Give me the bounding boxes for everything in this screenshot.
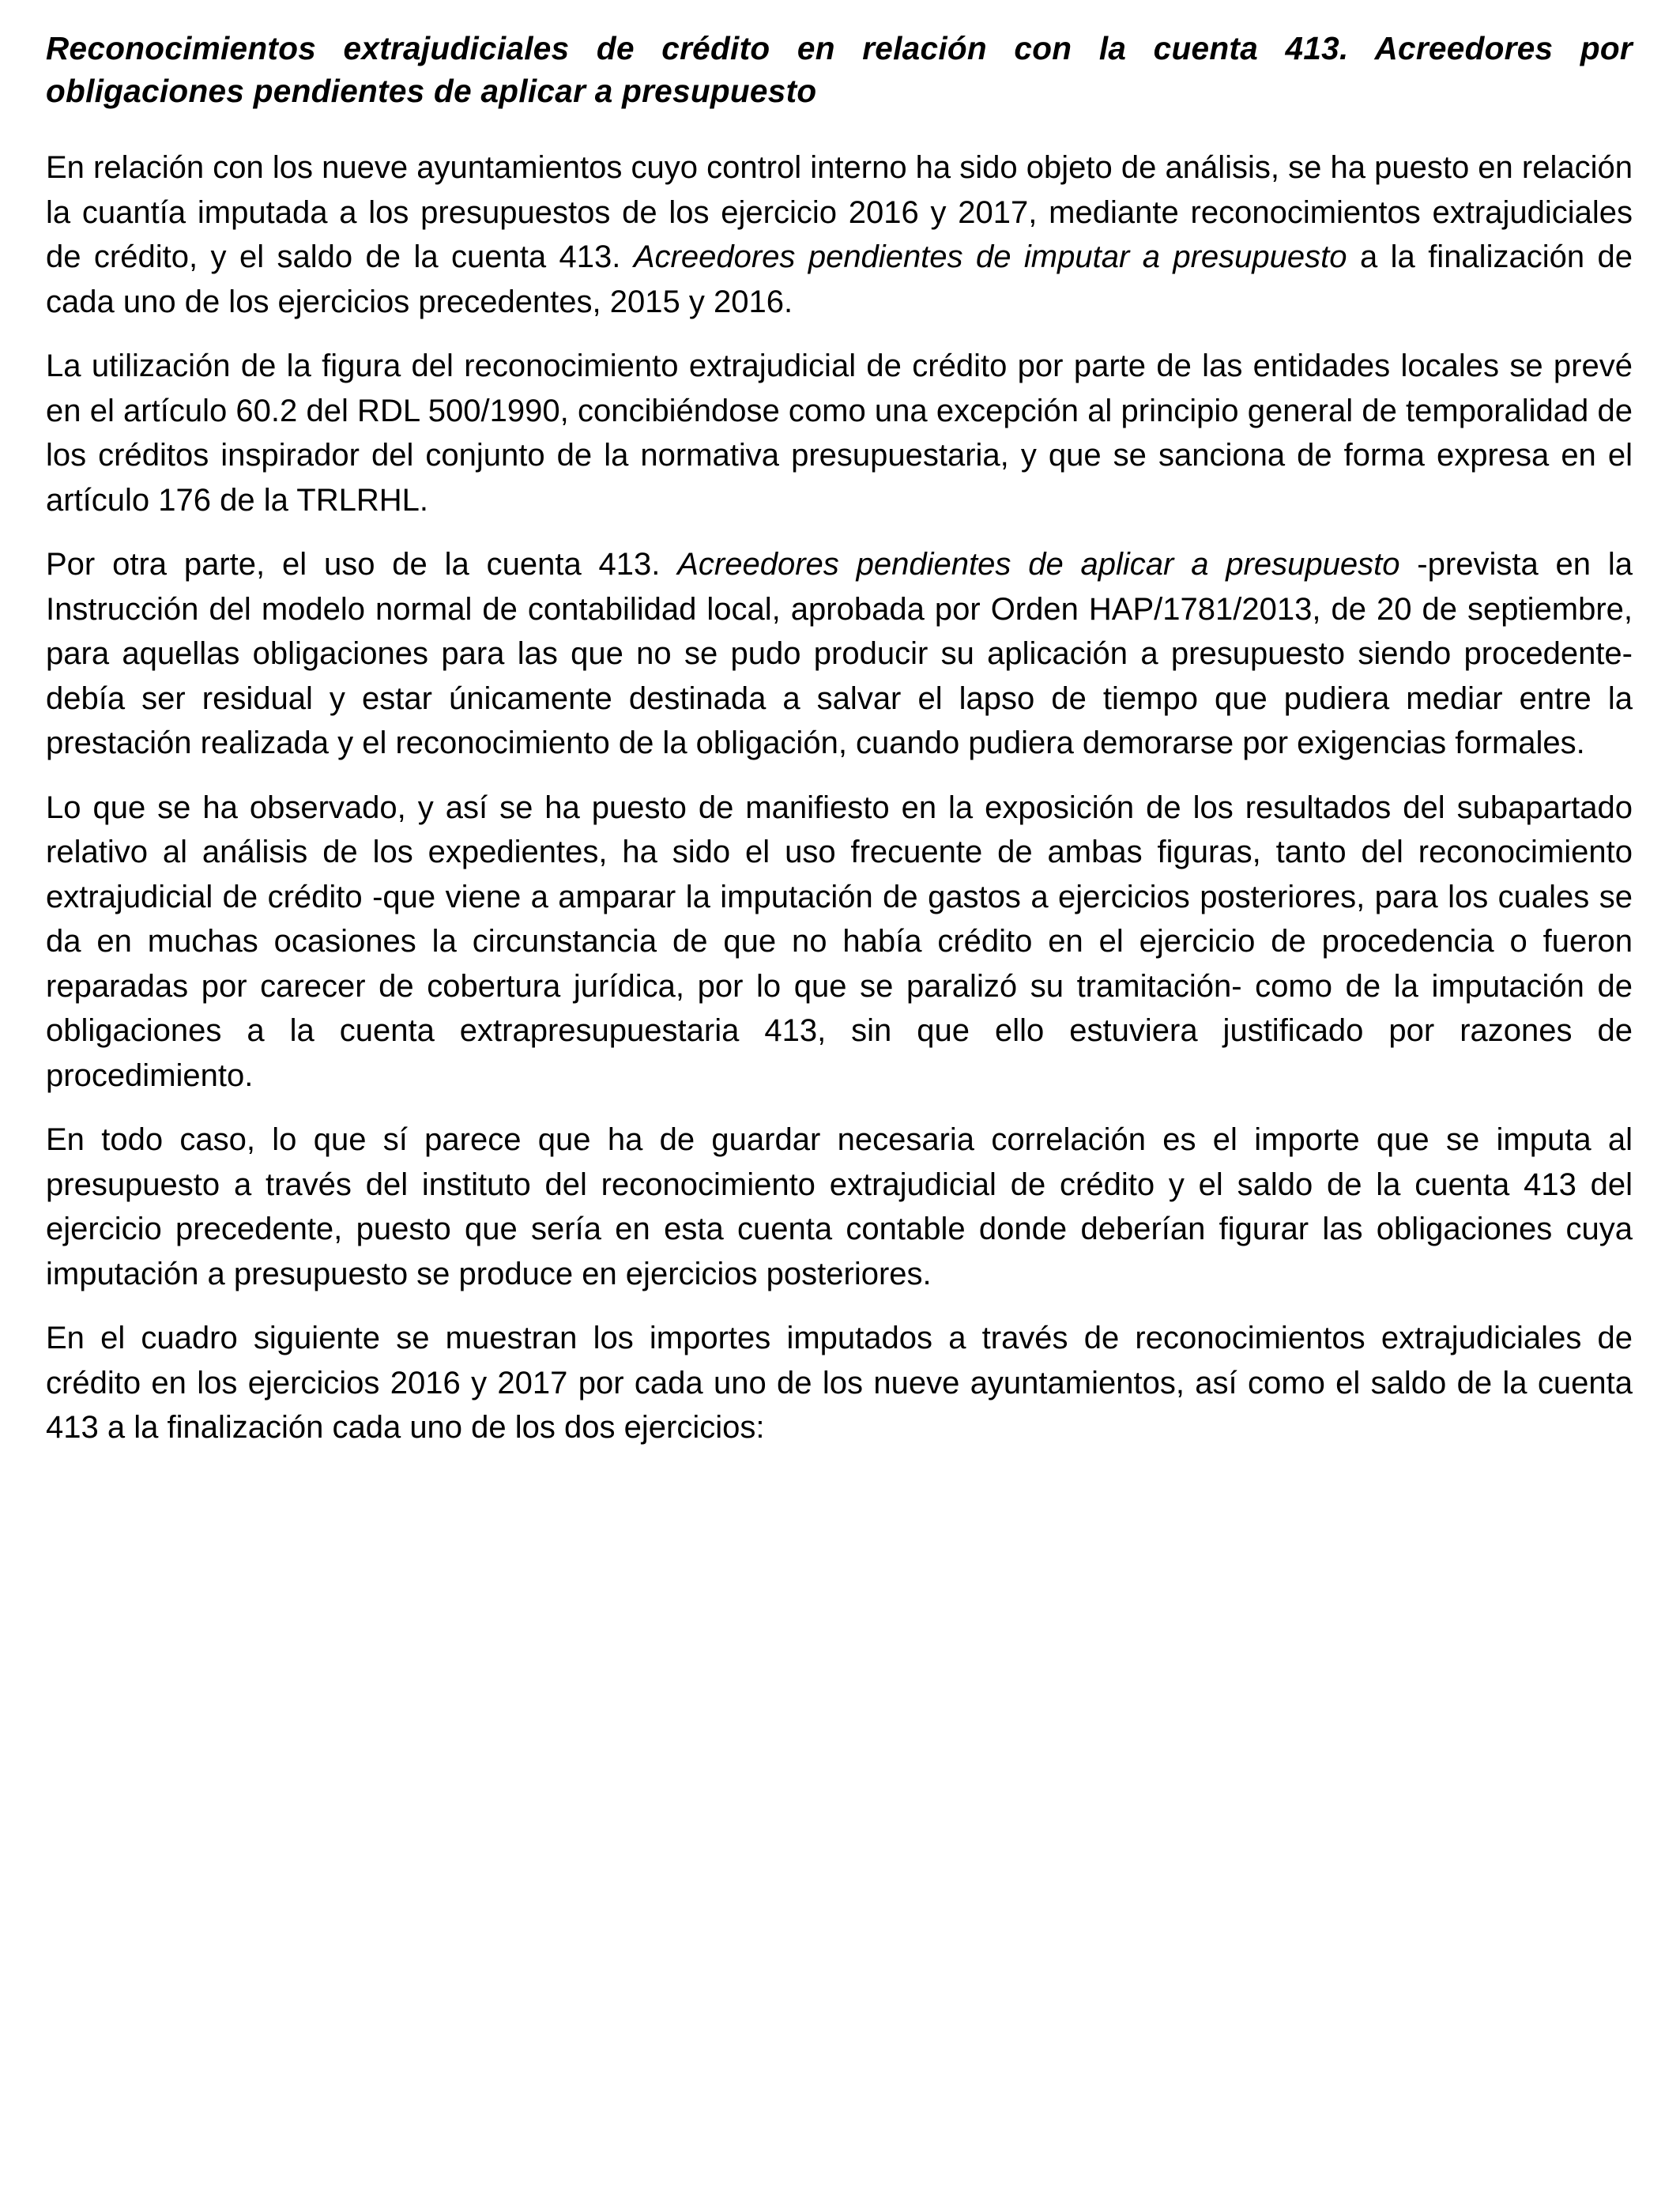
document-page xyxy=(46,27,1633,1470)
paragraph-3-text-c: -prevista en la Instrucción del modelo normal de contabilidad local, aprobada por Orden HAP/1781/2013, de 20 de septiembre, para aquellas obligaciones para las que no se pudo producir su aplicación a presupuesto siendo procedente- debía ser residual y estar únicamente destinada a salvar el lapso de tiempo que pudiera mediar entre la prestación realizada y el reconocimiento de la obligación, cuando pudiera demorarse por exigencias formales. xyxy=(46,547,1633,760)
paragraph-3-text-a: Por otra parte, el uso de la cuenta 413. xyxy=(46,547,678,582)
paragraph-3 xyxy=(46,542,1633,766)
section-heading: Reconocimientos extrajudiciales de crédito en relación con la cuenta 413. Acreedores por obligaciones pendientes de aplicar a presupuesto xyxy=(46,30,1633,109)
paragraph-4: Lo que se ha observado, y así se ha puesto de manifiesto en la exposición de los resultados del subapartado relativo al análisis de los expedientes, ha sido el uso frecuente de ambas figuras, tanto del reconocimiento extrajudicial de crédito -que viene a amparar la imputación de gastos a ejercicios posteriores, para los cuales se da en muchas ocasiones la circunstancia de que no había crédito en el ejercicio de procedencia o fueron reparadas por carecer de cobertura jurídica, por lo que se paralizó su tramitación- como de la imputación de obligaciones a la cuenta extrapresupuestaria 413, sin que ello estuviera justificado por razones de procedimiento. xyxy=(46,790,1633,1093)
paragraph-2: La utilización de la figura del reconocimiento extrajudicial de crédito por parte de las entidades locales se prevé en el artículo 60.2 del RDL 500/1990, concibiéndose como una excepción al principio general de temporalidad de los créditos inspirador del conjunto de la normativa presupuestaria, y que se sanciona de forma expresa en el artículo 176 de la TRLRHL. xyxy=(46,349,1633,518)
paragraph-3-italic-account-name: Acreedores pendientes de aplicar a presupuesto xyxy=(677,547,1400,582)
paragraph-5: En todo caso, lo que sí parece que ha de guardar necesaria correlación es el importe que se imputa al presupuesto a través del instituto del reconocimiento extrajudicial de crédito y el saldo de la cuenta 413 del ejercicio precedente, puesto que sería en esta cuenta contable donde deberían figurar las obligaciones cuya imputación a presupuesto se produce en ejercicios posteriores. xyxy=(46,1122,1633,1291)
paragraph-1 xyxy=(46,145,1633,324)
paragraph-1-text-a: En relación con los nueve ayuntamientos cuyo control interno ha sido objeto de análisis, se ha puesto en relación la cuantía imputada a los presupuestos de los ejercicio 2016 y 2017, mediante reconocimientos extrajudiciales de crédito, y el saldo de la cuenta 413. xyxy=(46,150,1633,274)
paragraph-1-italic-account-name: Acreedores pendientes de imputar a presupuesto xyxy=(633,239,1347,274)
paragraph-1-text-c: a la finalización de cada uno de los ejercicios precedentes, 2015 y 2016. xyxy=(46,239,1633,319)
paragraph-6: En el cuadro siguiente se muestran los importes imputados a través de reconocimientos extrajudiciales de crédito en los ejercicios 2016 y 2017 por cada uno de los nueve ayuntamientos, así como el saldo de la cuenta 413 a la finalización cada uno de los dos ejercicios: xyxy=(46,1321,1633,1445)
